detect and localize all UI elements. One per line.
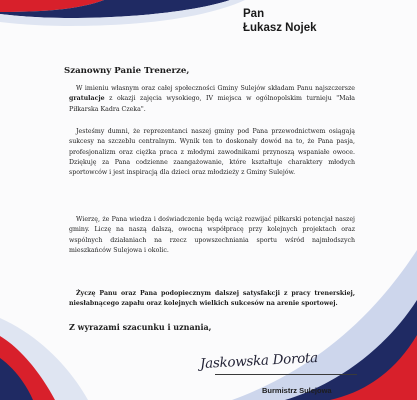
recipient-block [243, 7, 317, 35]
paragraph-pride: Jesteśmy dumni, że reprezentanci naszej gminy pod Pana przewodnictwem osiągają sukcesy na szczeblu centralnym. Wynik ten to doskonały dowód na to, że Pana pasja, profesjonalizm oraz ciężka praca z młodymi zawodnikami przynoszą wspaniałe owoce. Dziękuję za Pana codzienne zaangażowanie, które kształtuje charaktery młodych sportowców i jest inspiracją dla dzieci oraz młodzieży z Gminy Sulejów. [69, 128, 355, 177]
signer-title: Burmistrz Sulejowa [262, 386, 332, 395]
paragraph-1-start: W imieniu własnym oraz całej społeczności Gminy Sulejów składam Panu najszczersze [76, 85, 355, 92]
paragraph-congratulations [69, 84, 355, 115]
salutation: Szanowny Panie Trenerze, [64, 66, 190, 76]
congratulations-highlight: gratulacje [69, 95, 105, 103]
paragraph-1-end: z okazji zajęcia wysokiego, IV miejsca w ogólnopolskim turnieju "Mała Piłkarska Kadra Czeka". [69, 95, 355, 113]
paragraph-cooperation: Wierzę, że Pana wiedza i doświadczenie będą wciąż rozwijać piłkarski potencjał naszej gminy. Liczę na naszą dalszą, owocną współpracę przy kolejnych projektach oraz wspólnych działaniach na rzecz upowszechniania sportu wśród najmłodszych mieszkańców Sulejowa i okolic. [69, 216, 355, 254]
closing-phrase: Z wyrazami szacunku i uznania, [69, 322, 212, 332]
recipient-name: Łukasz Nojek [243, 22, 317, 34]
handwritten-signature: Jaskowska Dorota [199, 349, 319, 373]
paragraph-wishes: Życzę Panu oraz Pana podopiecznym dalszej satysfakcji z pracy trenerskiej, niesłabnącego zapału oraz kolejnych wielkich sukcesów na arenie sportowej. [69, 290, 355, 308]
signature-line [215, 374, 357, 375]
recipient-title: Pan [243, 8, 265, 20]
